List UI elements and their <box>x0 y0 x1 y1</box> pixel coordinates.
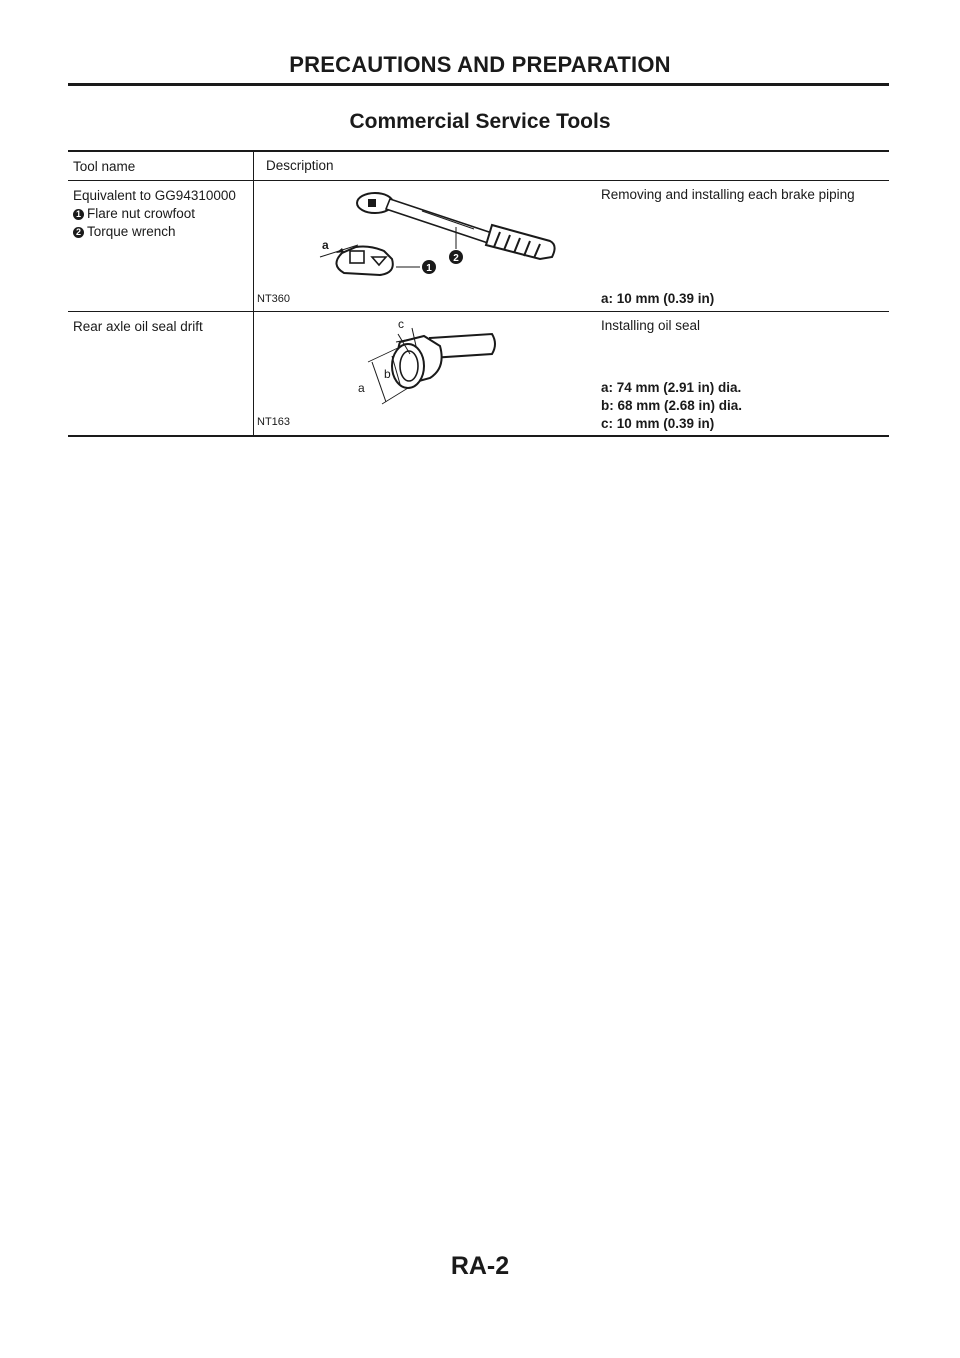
dimension-label-a: a <box>358 381 365 395</box>
dimension-label-a: a <box>322 238 329 252</box>
page-header-title: PRECAUTIONS AND PREPARATION <box>289 52 671 77</box>
service-tools-table <box>68 150 889 437</box>
part-number-badge: 2 <box>73 227 84 238</box>
tool-name: Equivalent to GG94310000 <box>73 188 236 203</box>
page-number: RA-2 <box>450 1252 510 1280</box>
tool-spec-line: a: 74 mm (2.91 in) dia. <box>601 380 742 395</box>
figure-code: NT360 <box>257 293 291 305</box>
table-row <box>68 181 889 312</box>
tool-name-cell <box>68 181 254 311</box>
part-number-badge: 1 <box>73 209 84 220</box>
tool-name: Rear axle oil seal drift <box>73 319 203 334</box>
column-header-description: Description <box>266 158 334 173</box>
oil-seal-drift-illustration <box>260 314 560 414</box>
table-row <box>68 312 889 435</box>
dimension-label-b: b <box>384 367 391 381</box>
tool-description: Installing oil seal <box>601 318 701 333</box>
part-label: Flare nut crowfoot <box>87 206 196 221</box>
section-title: Commercial Service Tools <box>349 110 611 133</box>
part-label: Torque wrench <box>87 224 176 239</box>
column-header-tool-name: Tool name <box>68 152 254 180</box>
tool-description: Removing and installing each brake piping <box>601 187 855 202</box>
callout-2-label: 2 <box>453 253 459 264</box>
dimension-label-c: c <box>398 317 404 331</box>
header-divider <box>68 83 889 86</box>
tool-spec-line: a: 10 mm (0.39 in) <box>601 291 715 306</box>
crowfoot-wrench-illustration <box>260 185 560 295</box>
part-item <box>73 205 253 223</box>
callout-1-label: 1 <box>426 263 432 274</box>
table-header-row <box>68 152 889 181</box>
tool-spec-line: b: 68 mm (2.68 in) dia. <box>601 398 743 413</box>
part-item <box>73 223 253 241</box>
tool-spec-line: c: 10 mm (0.39 in) <box>601 416 715 431</box>
figure-code: NT163 <box>257 416 291 428</box>
tool-name-cell <box>68 312 254 435</box>
